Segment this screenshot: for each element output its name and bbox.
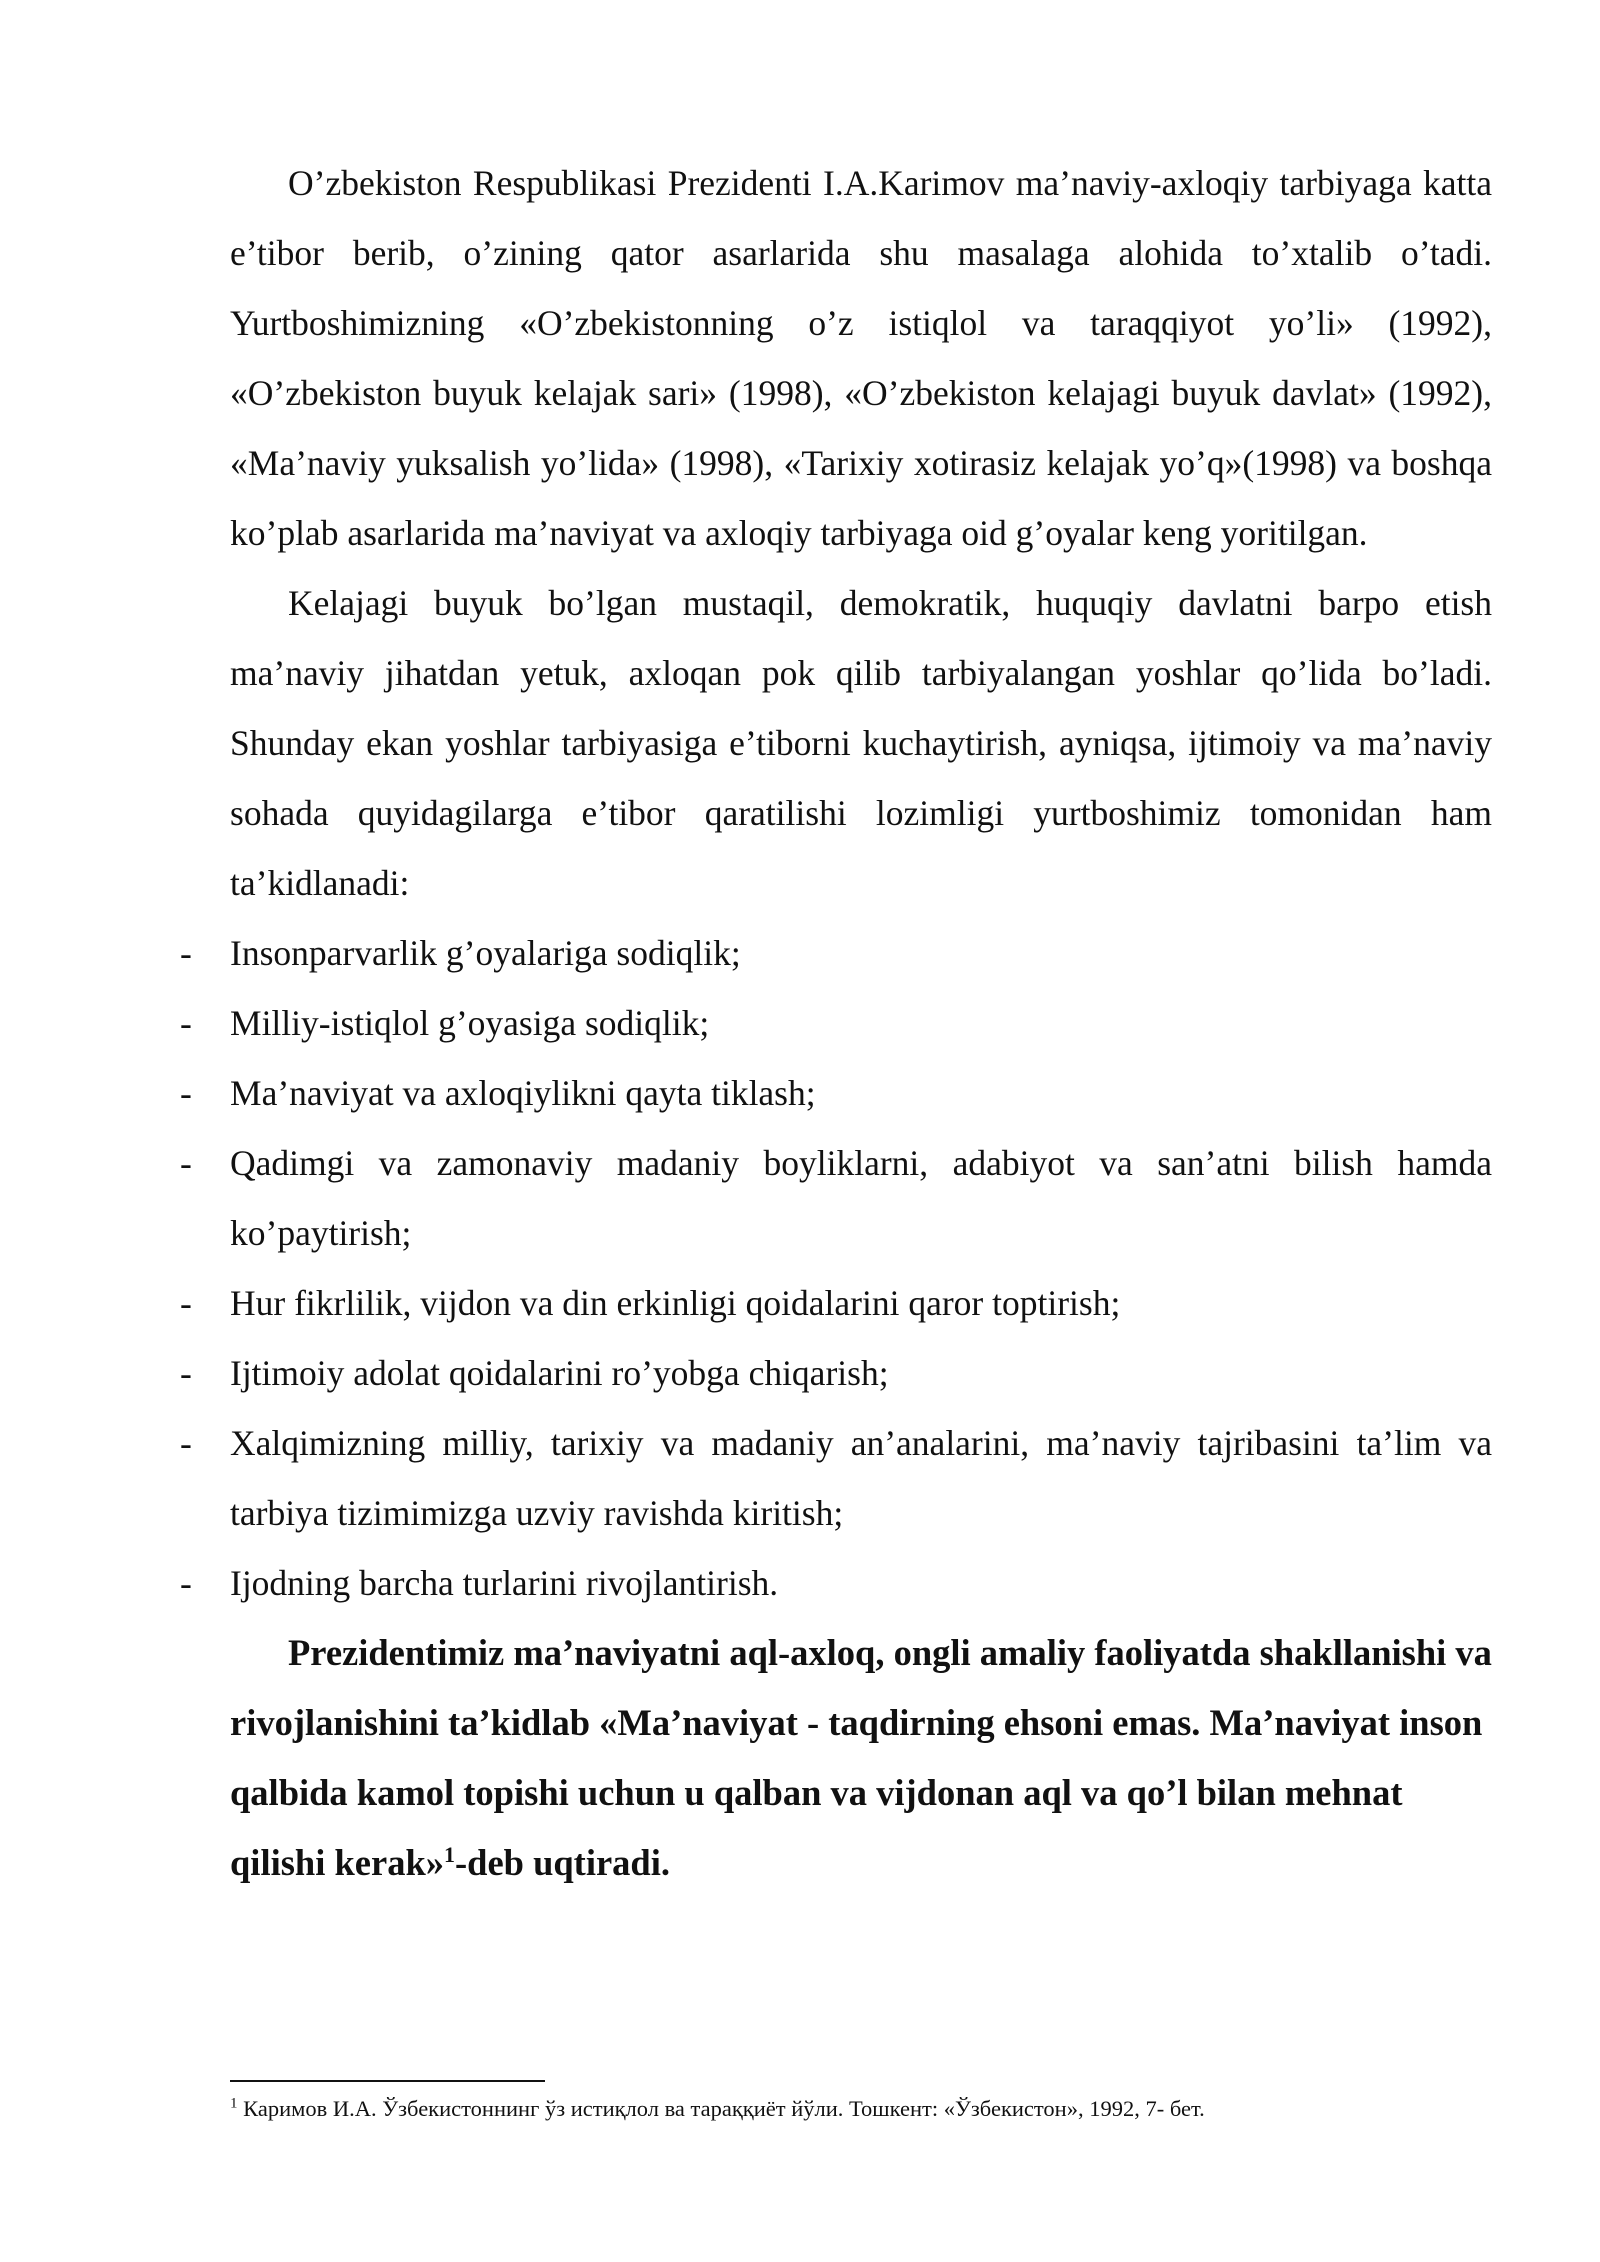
list-item [180, 1268, 1492, 1338]
list-dash: - [180, 1353, 192, 1393]
document-body [180, 148, 1492, 1898]
list-item-text: Insonparvarlik g’oyalariga sodiqlik; [230, 933, 741, 973]
list-item-text: Xalqimizning milliy, tarixiy va madaniy an’analarini, ma’naviy tajribasini ta’lim va tarbiya tizimimizga uzviy ravishda kiritish; [230, 1423, 1492, 1533]
priorities-list [180, 918, 1492, 1618]
footnote [230, 2092, 1492, 2126]
list-item [180, 918, 1492, 988]
footnote-text: Каримов И.А. Ўзбекистоннинг ўз истиқлол ва тараққиёт йўли. Тошкент: «Ўзбекистон», 1992, 7- бет. [237, 2096, 1205, 2121]
list-dash: - [180, 1423, 192, 1463]
list-item [180, 1128, 1492, 1268]
footnote-reference[interactable]: 1 [444, 1841, 455, 1867]
list-item [180, 988, 1492, 1058]
list-item [180, 1338, 1492, 1408]
list-dash: - [180, 1003, 192, 1043]
list-dash: - [180, 1283, 192, 1323]
list-item [180, 1058, 1492, 1128]
bold-quote-text: Prezidentimiz ma’naviyatni aql-axloq, ongli amaliy faoliyatda shakllanishi va rivojlanishini ta’kidlab «Ma’naviyat - taqdirning ehsoni emas. Ma’naviyat inson qalbida kamol topishi uchun u qalban va vijdonan aql va qo’l bilan mehnat qilishi kerak» [230, 1632, 1492, 1883]
list-item-text: Milliy-istiqlol g’oyasiga sodiqlik; [230, 1003, 710, 1043]
footnote-separator [230, 2080, 545, 2082]
list-dash: - [180, 933, 192, 973]
list-item-text: Ijodning barcha turlarini rivojlantirish. [230, 1563, 779, 1603]
list-item-text: Hur fikrlilik, vijdon va din erkinligi qoidalarini qaror toptirish; [230, 1283, 1121, 1323]
list-item-text: Ma’naviyat va axloqiylikni qayta tiklash; [230, 1073, 816, 1113]
list-item [180, 1408, 1492, 1548]
list-dash: - [180, 1563, 192, 1603]
list-item-text: Qadimgi va zamonaviy madaniy boyliklarni, adabiyot va san’atni bilish hamda ko’paytirish; [230, 1143, 1492, 1253]
paragraph-bold-quote [230, 1618, 1492, 1898]
paragraph-future-state: Kelajagi buyuk bo’lgan mustaqil, demokratik, huquqiy davlatni barpo etish ma’naviy jihatdan yetuk, axloqan pok qilib tarbiyalangan yoshlar qo’lida bo’ladi. Shunday ekan yoshlar tarbiyasiga e’tiborni kuchaytirish, ayniqsa, ijtimoiy va ma’naviy sohada quyidagilarga e’tibor qaratilishi lozimligi yurtboshimiz tomonidan ham ta’kidlanadi: [230, 583, 1492, 903]
footnote-number: 1 [230, 2095, 238, 2112]
bold-quote-tail: -deb uqtiradi. [455, 1842, 670, 1883]
list-item-text: Ijtimoiy adolat qoidalarini ro’yobga chiqarish; [230, 1353, 889, 1393]
list-dash: - [180, 1073, 192, 1113]
paragraph-intro: O’zbekiston Respublikasi Prezidenti I.A.Karimov ma’naviy-axloqiy tarbiyaga katta e’tibor berib, o’zining qator asarlarida shu masalaga alohida to’xtalib o’tadi. Yurtboshimizning «O’zbekistonning o’z istiqlol va taraqqiyot yo’li» (1992), «O’zbekiston buyuk kelajak sari» (1998), «O’zbekiston kelajagi buyuk davlat» (1992), «Ma’naviy yuksalish yo’lida» (1998), «Tarixiy xotirasiz kelajak yo’q»(1998) va boshqa ko’plab asarlarida ma’naviyat va axloqiy tarbiyaga oid g’oyalar keng yoritilgan. [230, 163, 1492, 553]
list-dash: - [180, 1143, 192, 1183]
list-item [180, 1548, 1492, 1618]
